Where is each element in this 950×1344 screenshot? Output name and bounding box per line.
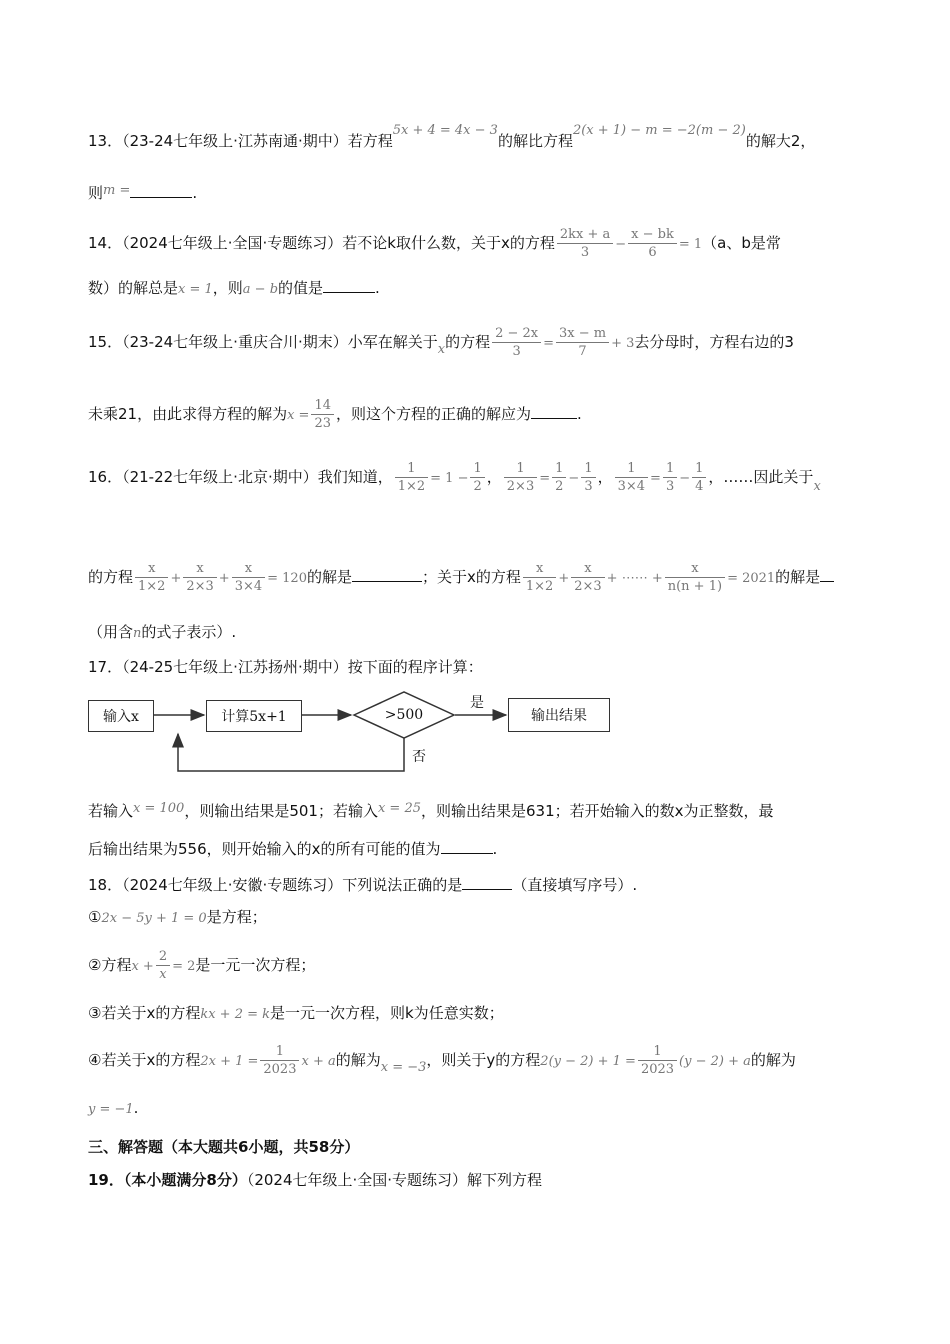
q13-eq2: 2(x + 1) − m = −2(m − 2) [572,123,746,138]
flow-condition-label: >500 [384,707,424,723]
flow-output-box: 输出结果 [508,698,610,732]
fraction: $\frac{14}{23}$ [311,397,334,432]
q17-line2: 若输入x = 100，则输出结果是501；若输入x = 25，则输出结果是631；若开始输入的数x为正整数，最 [88,801,774,820]
q18-item4-line2: y = −1. [88,1099,139,1117]
q13-line1: 13．（23-24七年级上·江苏南通·期中）若方程5x + 4 = 4x − 3的解比方程2(x + 1) − m = −2(m − 2)的解大2， [88,123,816,150]
q18-item2: ②方程x + $\frac{2}{x}$ = 2是一元一次方程； [88,949,316,982]
q17-line1: 17．（24-25七年级上·江苏扬州·期中）按下面的程序计算： [88,658,483,676]
q16-line1: 16．（21-22七年级上·北京·期中）我们知道， $\frac{1}{1\times 2}$ = 1 − $\frac{1}{2}$ ， $\frac{1}{2\times 3}$ = $\frac{1}{2}$ − $\frac{1}{3}$ ， $\frac{1}{3\times 4}$ = $\frac{1}{3}$ − $\frac{1}{4}$ ，……因此关于x [88,461,821,494]
q18-item3: ③若关于x的方程kx + 2 = k是一元一次方程，则k为任意实数； [88,1004,504,1022]
q15-line1: 15．（23-24七年级上·重庆合川·期末）小军在解关于x的方程 $\frac{2 - 2x}{3}$ = $\frac{3x - m}{7}$ + 3去分母时，方程右边的3 [88,326,794,359]
flow-yes-label: 是 [470,695,484,711]
q16-line3: （用含n的式子表示）. [88,623,237,641]
answer-blank[interactable] [441,839,493,854]
flow-input-box: 输入x [88,700,154,732]
section-title: 三、解答题（本大题共6小题，共58分） [88,1138,360,1156]
q13-eq1: 5x + 4 = 4x − 3 [392,123,498,138]
q18-item4: ④若关于x的方程2x + 1 = $\frac{1}{2023}$ x + a的解为x = −3，则关于y的方程2(y − 2) + 1 = $\frac{1}{2023}$ (y − 2) + a的解为 [88,1044,796,1077]
q14-line2: 数）的解总是x = 1，则a − b的值是 . [88,279,380,297]
q15-line2: 未乘21，由此求得方程的解为x = $\frac{14}{23}$ ，则这个方程的正确的解应为 . [88,398,582,431]
fraction: $\frac{3x - m}{7}$ [556,325,609,360]
q18-item1: ①2x − 5y + 1 = 0是方程； [88,908,267,926]
fraction: $\frac{x - bk}{6}$ [628,226,677,261]
flow-no-label: 否 [412,749,426,765]
q13-line2: 则m = . [88,183,198,202]
flow-compute-box: 计算5x+1 [206,700,302,732]
q19-line1: 19．（本小题满分8分）（2024七年级上·全国·专题练习）解下列方程 [88,1171,543,1189]
q17-line3: 后输出结果为556，则开始输入的x的所有可能的值为 . [88,840,498,858]
q14-line1: 14．（2024七年级上·全国·专题练习）若不论k取什么数，关于x的方程 $\frac{2kx + a}{3}$ − $\frac{x - bk}{6}$ = 1（a、b是常 [88,227,781,260]
fraction: $\frac{2kx + a}{3}$ [557,226,613,261]
q18-line1: 18．（2024七年级上·安徽·专题练习）下列说法正确的是 （直接填写序号）. [88,876,638,894]
fraction: $\frac{2 - 2x}{3}$ [492,325,541,360]
answer-blank[interactable] [462,875,512,890]
q16-line2: 的方程 $\frac{x}{1\times 2}$ + $\frac{x}{2\times 3}$ + $\frac{x}{3\times 4}$ = 120的解是 ；关于x的方程 $\frac{x}{1\times 2}$ + $\frac{x}{2\times 3}$ + ⋯⋯ + $\frac{x}{n(n + 1)}$ = 2021的解是 [88,560,834,595]
